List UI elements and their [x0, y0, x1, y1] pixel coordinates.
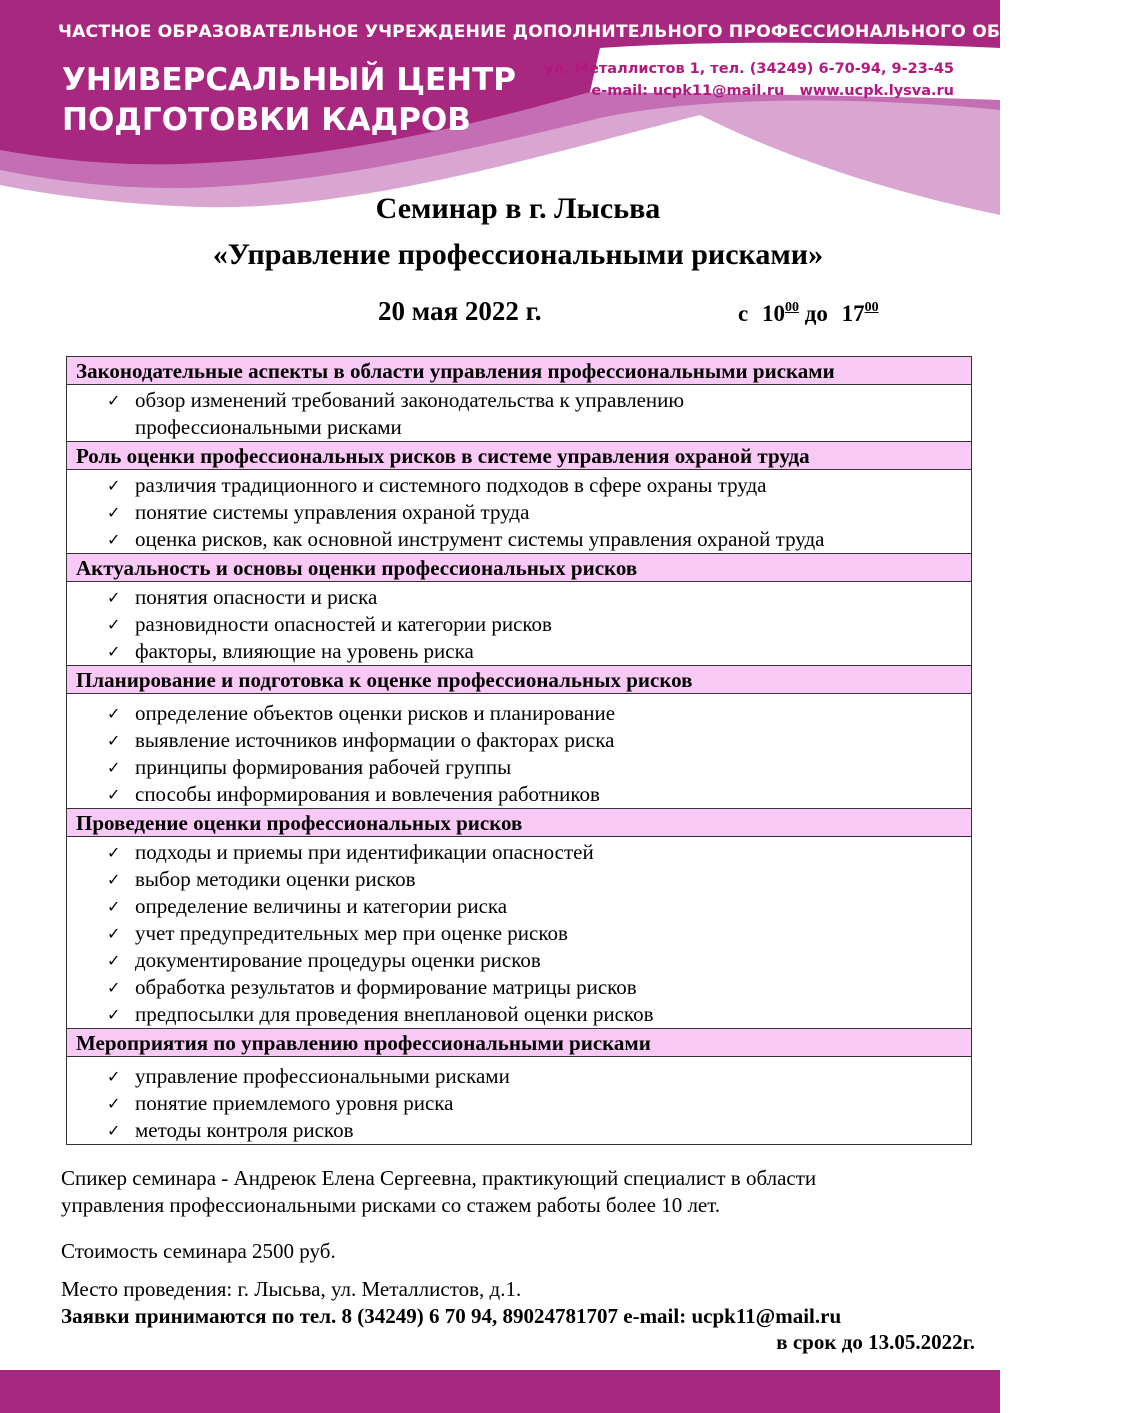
contacts-block	[544, 58, 954, 102]
seminar-topic: «Управление профессиональными рисками»	[212, 238, 824, 271]
checkmark-icon: ✓	[107, 1094, 121, 1113]
checkmark-icon: ✓	[107, 1005, 121, 1024]
list-item	[67, 1090, 971, 1117]
seminar-time	[738, 300, 879, 327]
checkmark-icon: ✓	[107, 924, 121, 943]
checkmark-icon: ✓	[107, 1121, 121, 1140]
program-section	[67, 808, 971, 1028]
checkmark-icon: ✓	[107, 391, 121, 410]
list-item	[67, 781, 971, 808]
checkmark-icon: ✓	[107, 843, 121, 862]
speaker-line1: Спикер семинара - Андреюк Елена Сергеевна, практикующий специалист в области	[61, 1166, 817, 1190]
org-name-line1: УНИВЕРСАЛЬНЫЙ ЦЕНТР	[62, 62, 516, 98]
checkmark-icon: ✓	[107, 731, 121, 750]
section-items	[67, 469, 971, 553]
list-item-text: выявление источников информации о факторах риска	[135, 728, 615, 752]
checkmark-icon: ✓	[107, 1067, 121, 1086]
list-item	[67, 499, 971, 526]
list-item	[67, 638, 971, 665]
list-item	[67, 472, 971, 499]
checkmark-icon: ✓	[107, 978, 121, 997]
seminar-title: Семинар в г. Лысьва	[375, 192, 661, 225]
list-item	[67, 526, 971, 553]
time-to-min: 00	[864, 300, 879, 315]
deadline-text: в срок до 13.05.2022г.	[776, 1330, 975, 1354]
list-item-text: определение величины и категории риска	[135, 894, 508, 918]
section-items	[67, 693, 971, 808]
list-item	[67, 866, 971, 893]
program-section	[67, 357, 971, 441]
list-item-text: документирование процедуры оценки рисков	[135, 948, 541, 972]
checkmark-icon: ✓	[107, 615, 121, 634]
time-to-hour: 17	[841, 301, 865, 326]
time-from-label: с	[738, 301, 749, 326]
checkmark-icon: ✓	[107, 476, 121, 495]
list-item	[67, 974, 971, 1001]
org-name	[62, 60, 516, 140]
list-item	[67, 727, 971, 754]
checkmark-icon: ✓	[107, 785, 121, 804]
section-title: Планирование и подготовка к оценке профессиональных рисков	[67, 665, 971, 693]
time-from-min: 00	[784, 300, 799, 315]
list-item-text: обработка результатов и формирование матрицы рисков	[135, 975, 637, 999]
program-section	[67, 441, 971, 553]
checkmark-icon: ✓	[107, 951, 121, 970]
list-item-text: различия традиционного и системного подходов в сфере охраны труда	[135, 473, 767, 497]
list-item-text: подходы и приемы при идентификации опасностей	[135, 840, 594, 864]
checkmark-icon: ✓	[107, 897, 121, 916]
list-item-text: разновидности опасностей и категории рисков	[135, 612, 552, 636]
org-name-line2: ПОДГОТОВКИ КАДРОВ	[62, 102, 471, 138]
list-item	[67, 920, 971, 947]
program-section	[67, 553, 971, 665]
speaker-line2: управления профессиональными рисками со стажем работы более 10 лет.	[61, 1193, 721, 1217]
time-from-hour: 10	[761, 301, 785, 326]
section-title: Законодательные аспекты в области управления профессиональными рисками	[67, 357, 971, 384]
list-item	[67, 839, 971, 866]
list-item-text: управление профессиональными рисками	[135, 1064, 510, 1088]
list-item-text: факторы, влияющие на уровень риска	[135, 639, 474, 663]
seminar-date: 20 мая 2022 г.	[378, 296, 542, 326]
program-section	[67, 1028, 971, 1144]
list-item	[67, 754, 971, 781]
section-items	[67, 1056, 971, 1144]
list-item	[67, 947, 971, 974]
checkmark-icon: ✓	[107, 704, 121, 723]
list-item	[67, 584, 971, 611]
list-item	[67, 414, 971, 441]
checkmark-icon: ✓	[107, 758, 121, 777]
section-title: Проведение оценки профессиональных рисков	[67, 808, 971, 836]
program-table	[66, 356, 972, 1145]
checkmark-icon: ✓	[107, 642, 121, 661]
list-item-text: определение объектов оценки рисков и планирование	[135, 701, 616, 725]
section-title: Роль оценки профессиональных рисков в системе управления охраной труда	[67, 441, 971, 469]
org-type-text: ЧАСТНОЕ ОБРАЗОВАТЕЛЬНОЕ УЧРЕЖДЕНИЕ ДОПОЛНИТЕЛЬНОГО ПРОФЕССИОНАЛЬНОГО ОБРАЗОВАНИЯ	[58, 22, 1123, 42]
header-banner	[0, 0, 1123, 215]
section-title: Мероприятия по управлению профессиональными рисками	[67, 1028, 971, 1056]
list-item-text: профессиональными рисками	[135, 415, 402, 439]
time-to-label: до	[804, 301, 828, 326]
list-item	[67, 1063, 971, 1090]
list-item-text: способы информирования и вовлечения работников	[135, 782, 600, 806]
list-item	[67, 1001, 971, 1028]
footer-bar	[0, 1370, 1000, 1413]
list-item	[67, 611, 971, 638]
list-item	[67, 700, 971, 727]
list-item-text: понятия опасности и риска	[135, 585, 378, 609]
list-item-text: методы контроля рисков	[135, 1118, 354, 1142]
list-item-text: принципы формирования рабочей группы	[135, 755, 512, 779]
section-items	[67, 836, 971, 1028]
program-section	[67, 665, 971, 808]
list-item-text: обзор изменений требований законодательства к управлению	[135, 388, 685, 412]
list-item-text: предпосылки для проведения внеплановой оценки рисков	[135, 1002, 654, 1026]
checkmark-icon: ✓	[107, 870, 121, 889]
list-item-text: понятие приемлемого уровня риска	[135, 1091, 454, 1115]
list-item	[67, 387, 971, 414]
list-item-text: понятие системы управления охраной труда	[135, 500, 530, 524]
email-website: e-mail: ucpk11@mail.ru www.ucpk.lysva.ru	[591, 83, 954, 99]
applications-text: Заявки принимаются по тел. 8 (34249) 6 70 94, 89024781707 e-mail: ucpk11@mail.ru	[61, 1304, 842, 1328]
checkmark-icon: ✓	[107, 588, 121, 607]
cost-text: Стоимость семинара 2500 руб.	[61, 1239, 336, 1263]
checkmark-icon: ✓	[107, 503, 121, 522]
section-title: Актуальность и основы оценки профессиональных рисков	[67, 553, 971, 581]
checkmark-icon: ✓	[107, 530, 121, 549]
section-items	[67, 581, 971, 665]
list-item-text: выбор методики оценки рисков	[135, 867, 416, 891]
venue-text: Место проведения: г. Лысьва, ул. Металлистов, д.1.	[61, 1277, 522, 1301]
list-item-text: оценка рисков, как основной инструмент системы управления охраной труда	[135, 527, 825, 551]
list-item	[67, 893, 971, 920]
address-phone: ул. Металлистов 1, тел. (34249) 6-70-94, 9-23-45	[544, 61, 954, 77]
list-item-text: учет предупредительных мер при оценке рисков	[135, 921, 568, 945]
list-item	[67, 1117, 971, 1144]
section-items	[67, 384, 971, 441]
